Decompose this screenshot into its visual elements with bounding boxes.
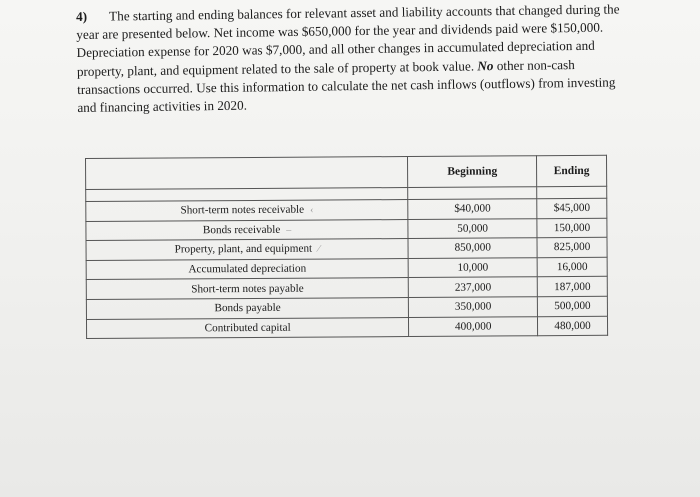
problem-text-emphasis: No [477,57,494,74]
row-ending: 187,000 [537,277,607,297]
row-beginning: 10,000 [408,258,537,278]
table-header-row [86,155,607,189]
row-beginning: 850,000 [408,238,537,258]
table-row [86,316,607,339]
row-beginning: 50,000 [408,218,537,238]
row-ending: 500,000 [537,296,607,316]
row-ending: 150,000 [537,218,607,238]
problem-text-end: other non-cash transactions occurred. Use this information to calculate the net cash inflows (outflows) from investing and financing activities in 2020. [77,56,616,116]
check-mark-icon: ‹ [310,204,314,216]
problem-text-main: The starting and ending balances for relevant asset and liability accounts that changed during the year are presented below. Net income was $650,000 for the year and dividends paid were $150,000. Depreciation expense for 2020 was $7,000, and all other changes in accumulated depreciation and property, plant, and equipment related to the sale of property at book value. [76,1,620,79]
check-mark-icon: ⁄ [318,244,320,256]
row-label: Bonds receivable – [86,219,408,241]
row-label: Short-term notes receivable ‹ [86,200,408,222]
header-label [86,157,408,190]
row-label: Accumulated depreciation [86,258,408,280]
balances-table [85,155,608,339]
dash-mark-icon: – [286,224,292,236]
header-beginning: Beginning [408,156,537,188]
row-label: Bonds payable [86,297,408,319]
row-ending: 16,000 [537,257,607,277]
balances-table-container [85,155,608,339]
row-label: Property, plant, and equipment ⁄ [86,239,408,261]
row-ending: 480,000 [538,316,608,336]
row-beginning: 350,000 [409,297,538,317]
row-label: Short-term notes payable [86,278,408,300]
problem-statement [76,0,637,117]
row-ending: 825,000 [537,238,607,258]
row-beginning: 400,000 [409,316,538,336]
row-beginning: 237,000 [409,277,538,297]
problem-number: 4) [76,8,88,24]
row-beginning: $40,000 [408,199,537,219]
header-ending: Ending [537,155,607,186]
row-ending: $45,000 [537,198,607,218]
row-label: Contributed capital [86,317,408,339]
